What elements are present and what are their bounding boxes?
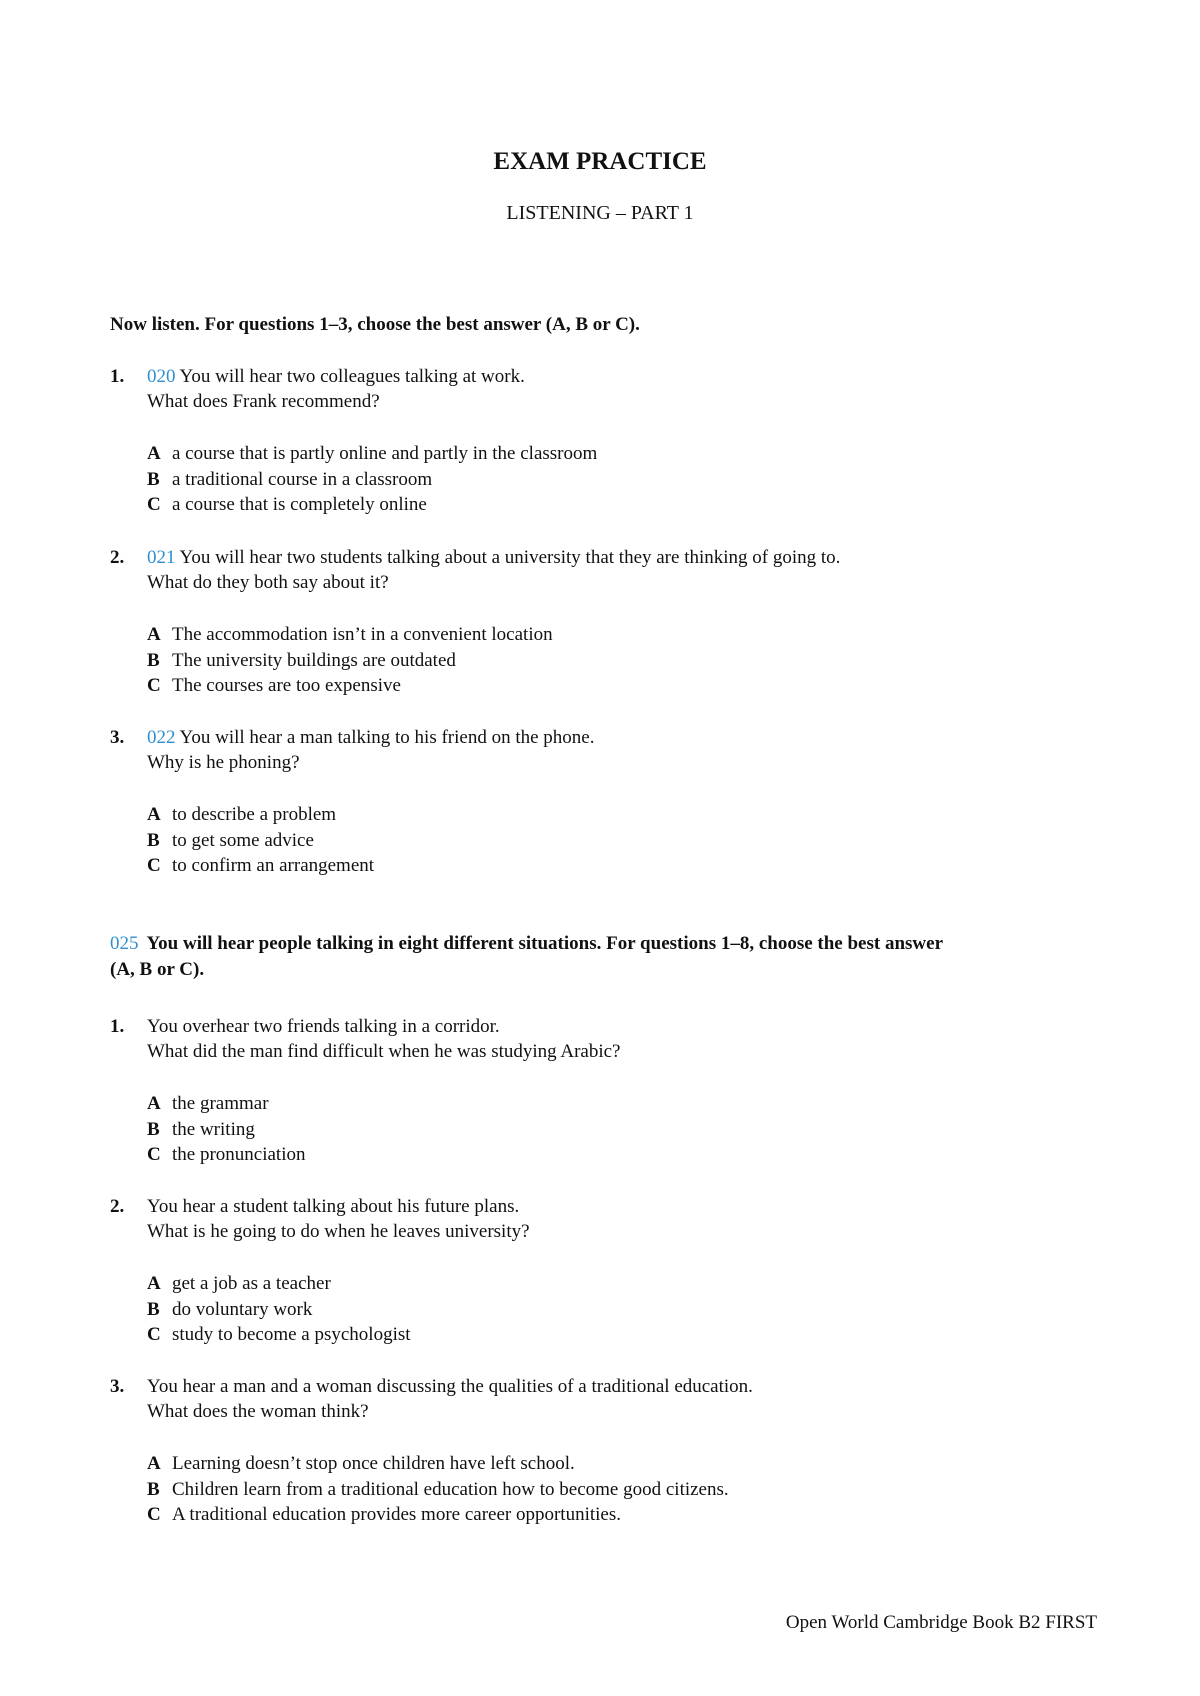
answer-option-c <box>147 492 1110 518</box>
question-text: What does Frank recommend? <box>147 391 380 412</box>
question-stem <box>147 545 1110 570</box>
page-footer: Open World Cambridge Book B2 FIRST <box>785 1612 1097 1633</box>
answer-option-b <box>147 648 1110 674</box>
section1-instruction: Now listen. For questions 1–3, choose the best answer (A, B or C). <box>110 314 640 335</box>
option-letter: B <box>147 649 160 671</box>
answer-options <box>147 1271 1110 1348</box>
audio-track-number: 022 <box>147 727 176 748</box>
question-number: 3. <box>110 727 125 748</box>
option-letter: C <box>147 494 161 515</box>
section2-instruction <box>110 931 1100 983</box>
question-number: 2. <box>110 547 125 568</box>
option-text: The accommodation isn’t in a convenient location <box>172 624 553 645</box>
audio-track-number: 020 <box>147 366 176 387</box>
option-letter: C <box>147 675 161 696</box>
option-letter: A <box>147 443 161 464</box>
option-text: The university buildings are outdated <box>172 649 456 671</box>
answer-option-b <box>147 1117 1110 1143</box>
option-text: a course that is partly online and partly in the classroom <box>172 443 598 464</box>
answer-option-a <box>147 802 1110 828</box>
option-letter: C <box>147 1324 161 1345</box>
question-number: 3. <box>110 1376 125 1397</box>
question-number: 1. <box>110 1016 125 1037</box>
answer-option-a <box>147 441 1110 467</box>
question-text: Why is he phoning? <box>147 752 300 773</box>
audio-track-number: 025 <box>110 933 139 954</box>
question-context: You hear a man and a woman discussing the qualities of a traditional education. <box>147 1376 753 1397</box>
option-letter: B <box>147 829 160 851</box>
option-letter: A <box>147 1453 161 1474</box>
section1-question-2 <box>110 545 1110 699</box>
answer-option-b <box>147 828 1110 854</box>
question-text: What do they both say about it? <box>147 572 389 593</box>
question-context: You overhear two friends talking in a corridor. <box>147 1016 500 1037</box>
question-context: You will hear two students talking about a university that they are thinking of going to. <box>179 547 841 568</box>
option-text: a traditional course in a classroom <box>172 468 433 490</box>
answer-option-a <box>147 1451 1110 1477</box>
option-letter: A <box>147 804 161 825</box>
option-letter: B <box>147 1298 160 1320</box>
question-text: What did the man find difficult when he was studying Arabic? <box>147 1041 621 1062</box>
option-letter: B <box>147 1478 160 1500</box>
option-text: do voluntary work <box>172 1298 313 1320</box>
option-text: the grammar <box>172 1093 269 1114</box>
option-text: Children learn from a traditional education how to become good citizens. <box>172 1478 729 1500</box>
option-letter: B <box>147 1118 160 1140</box>
question-stem <box>147 364 1110 389</box>
answer-options <box>147 1091 1110 1168</box>
audio-track-number: 021 <box>147 547 176 568</box>
question-context: You will hear two colleagues talking at work. <box>179 366 525 387</box>
question-number: 2. <box>110 1196 125 1217</box>
answer-option-c <box>147 1142 1110 1168</box>
option-letter: A <box>147 1093 161 1114</box>
answer-option-b <box>147 1477 1110 1503</box>
answer-option-c <box>147 853 1110 879</box>
option-text: to confirm an arrangement <box>172 855 375 876</box>
option-text: Learning doesn’t stop once children have left school. <box>172 1453 575 1474</box>
answer-option-a <box>147 1271 1110 1297</box>
question-text: What does the woman think? <box>147 1401 369 1422</box>
section2-question-3 <box>110 1374 1110 1528</box>
question-context: You hear a student talking about his future plans. <box>147 1196 520 1217</box>
option-letter: B <box>147 468 160 490</box>
option-letter: C <box>147 1504 161 1525</box>
answer-options <box>147 441 1110 518</box>
option-letter: C <box>147 1144 161 1165</box>
option-letter: A <box>147 624 161 645</box>
answer-option-b <box>147 467 1110 493</box>
section2-question-2 <box>110 1194 1110 1348</box>
answer-options <box>147 802 1110 879</box>
question-stem <box>147 725 1110 750</box>
answer-options <box>147 622 1110 699</box>
option-text: study to become a psychologist <box>172 1324 411 1345</box>
answer-option-c <box>147 1322 1110 1348</box>
question-text: What is he going to do when he leaves university? <box>147 1221 530 1242</box>
page-title: EXAM PRACTICE <box>493 148 707 175</box>
answer-option-c <box>147 673 1110 699</box>
answer-option-a <box>147 622 1110 648</box>
section2-question-1 <box>110 1014 1110 1168</box>
section1-question-3 <box>110 725 1110 879</box>
option-text: the pronunciation <box>172 1144 306 1165</box>
section1-question-1 <box>110 364 1110 518</box>
answer-option-a <box>147 1091 1110 1117</box>
option-text: to describe a problem <box>172 804 337 825</box>
option-text: The courses are too expensive <box>172 675 401 696</box>
option-letter: C <box>147 855 161 876</box>
section2-instruction-line1: You will hear people talking in eight different situations. For questions 1–8, choose the best answer <box>146 933 944 954</box>
option-text: get a job as a teacher <box>172 1273 331 1294</box>
option-text: to get some advice <box>172 829 314 851</box>
option-letter: A <box>147 1273 161 1294</box>
answer-option-b <box>147 1297 1110 1323</box>
page-subtitle: LISTENING – PART 1 <box>506 202 694 224</box>
question-number: 1. <box>110 366 125 387</box>
option-text: the writing <box>172 1118 255 1140</box>
answer-option-c <box>147 1502 1110 1528</box>
option-text: a course that is completely online <box>172 494 427 515</box>
section2-instruction-line2: (A, B or C). <box>110 959 205 980</box>
option-text: A traditional education provides more career opportunities. <box>172 1504 621 1525</box>
question-context: You will hear a man talking to his friend on the phone. <box>179 727 595 748</box>
answer-options <box>147 1451 1110 1528</box>
